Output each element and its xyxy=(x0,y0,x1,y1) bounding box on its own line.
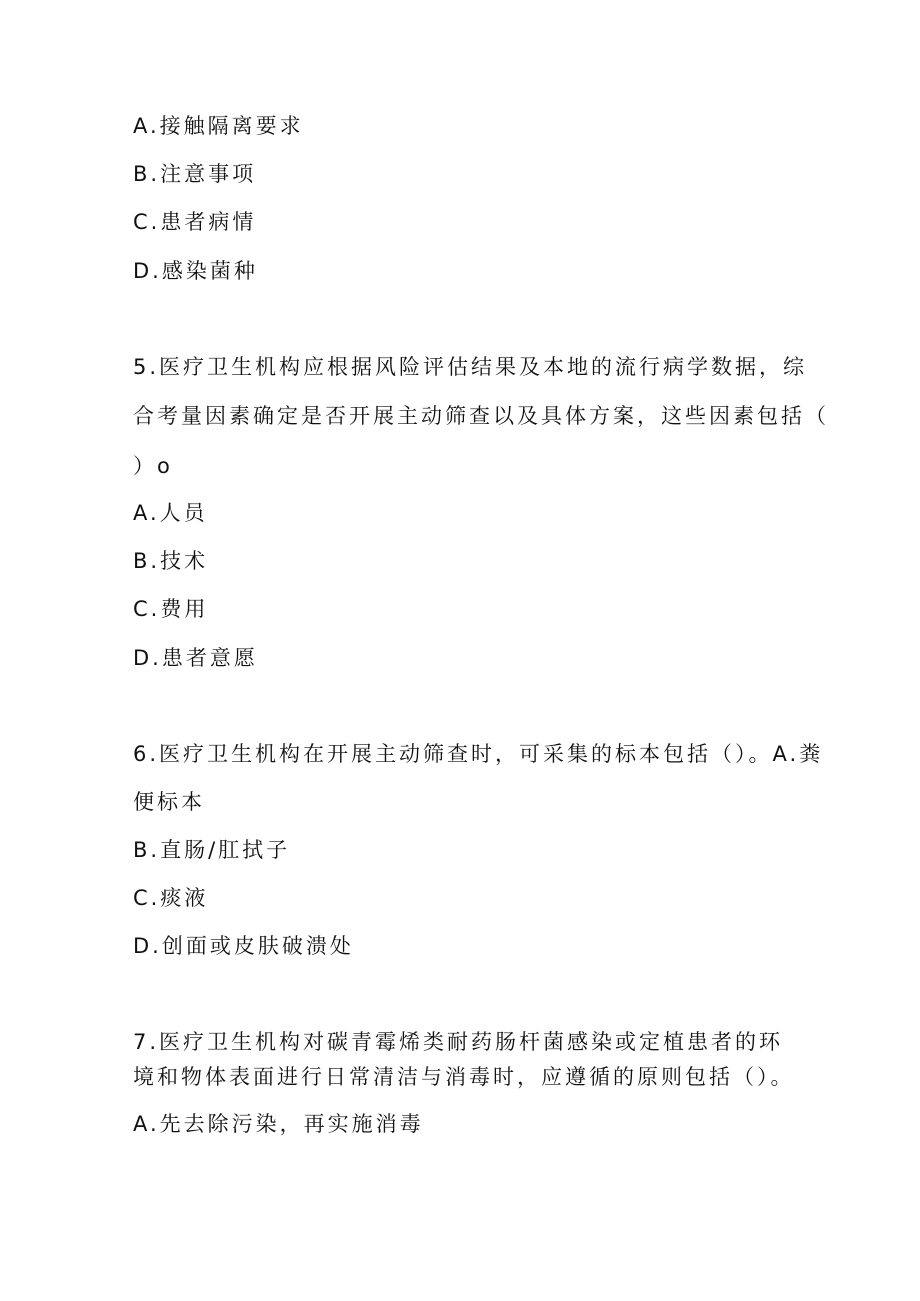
option-b: B.直肠/肛拭子 xyxy=(133,838,291,862)
question-stem-line: 境和物体表面进行日常清洁与消毒时，应遵循的原则包括（）。 xyxy=(133,1065,795,1089)
option-c: C.患者病情 xyxy=(133,210,257,234)
question-stem-line: 6.医疗卫生机构在开展主动筛查时，可采集的标本包括（）。A.粪 xyxy=(133,742,824,766)
option-b: B.技术 xyxy=(133,549,209,573)
question-stem-line: 合考量因素确定是否开展主动筛查以及具体方案，这些因素包括（ xyxy=(133,404,829,428)
question-stem-line: 5.医疗卫生机构应根据风险评估结果及本地的流行病学数据，综 xyxy=(133,355,808,379)
option-c: C.费用 xyxy=(133,597,209,621)
question-stem-line: ）o xyxy=(133,454,173,478)
option-d: D.创面或皮肤破溃处 xyxy=(133,934,354,958)
option-a: A.先去除污染，再实施消毒 xyxy=(133,1112,424,1136)
option-a: A.人员 xyxy=(133,501,208,525)
option-d: D.患者意愿 xyxy=(133,646,258,670)
option-b: B.注意事项 xyxy=(133,162,257,186)
question-stem-line: 7.医疗卫生机构对碳青霉烯类耐药肠杆菌感染或定植患者的环 xyxy=(133,1030,784,1054)
question-stem-line: 便标本 xyxy=(133,790,205,814)
option-d: D.感染菌种 xyxy=(133,259,258,283)
option-c: C.痰液 xyxy=(133,886,209,910)
option-a: A.接触隔离要求 xyxy=(133,114,304,138)
